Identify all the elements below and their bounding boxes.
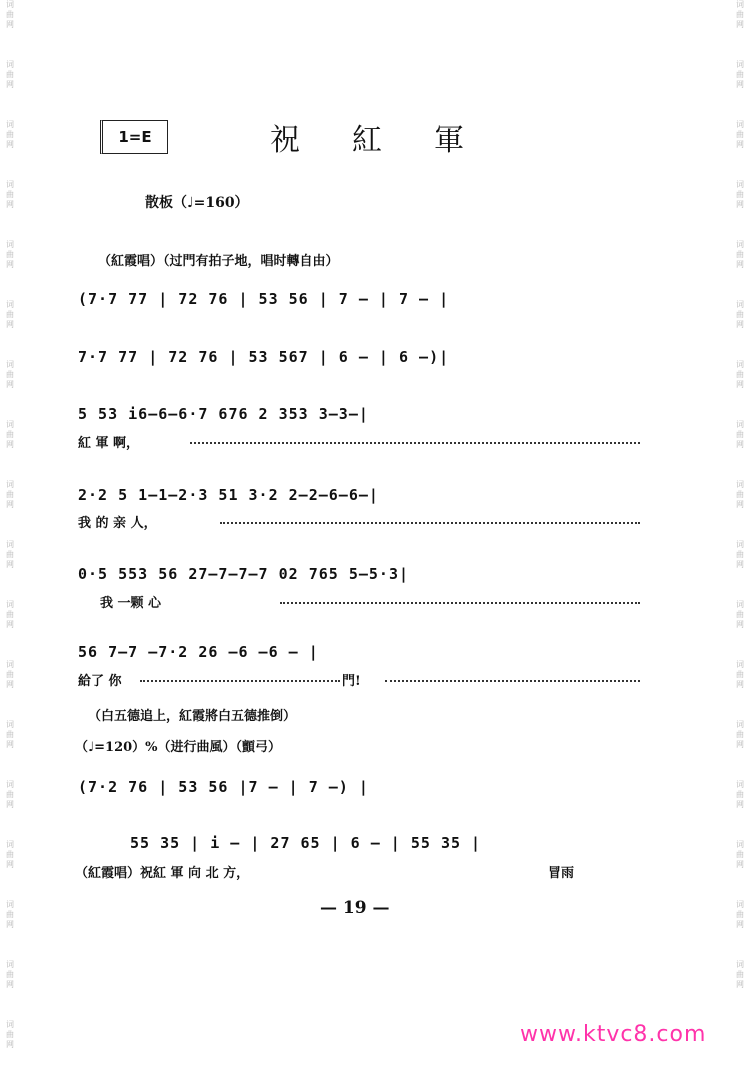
score-line: 7·7 77 | 72 76 | 53 567 | 6 — | 6 —)| [78,348,450,366]
watermark-text: 词 曲 网 [736,900,744,929]
watermark-text: 词 曲 网 [6,420,14,449]
watermark-text: 词 曲 网 [736,540,744,569]
lyric-extension [140,680,340,682]
watermark-text: 词 曲 网 [6,660,14,689]
stage-direction: （紅霞唱）（过門有拍子地，唱时轉自由） [98,254,339,269]
watermark-text: 词 曲 网 [6,780,14,809]
watermark-text: 词 曲 网 [736,660,744,689]
score-line: 0·5 553 56 27—7—7—7 02 765 5—5·3| [78,565,410,583]
watermark-text: 词 曲 网 [6,900,14,929]
watermark-text: 词 曲 网 [6,540,14,569]
page-number: — 19 — [320,898,390,918]
watermark-text: 词 曲 网 [6,1020,14,1049]
watermark-text: 词 曲 网 [736,420,744,449]
watermark-text: 词 曲 网 [6,360,14,389]
score-line: 5 53 i6—6—6·7 676 2 353 3—3—| [78,405,369,423]
watermark-text: 词 曲 网 [736,480,744,509]
watermark-text: 词 曲 网 [736,180,744,209]
watermark-text: 词 曲 网 [6,960,14,989]
watermark-text: 词 曲 网 [6,720,14,749]
watermark-text: 词 曲 网 [736,720,744,749]
score-line: 55 35 | i — | 27 65 | 6 — | 55 35 | [130,834,482,852]
lyric-line: 紅 軍 啊， [78,436,140,451]
score-line: 2·2 5 1—1—2·3 51 3·2 2—2—6—6—| [78,486,379,504]
watermark-text: 词 曲 网 [6,300,14,329]
lyric-line-end: 冒雨 [548,866,575,881]
lyric-line: 給了 你 [78,674,122,689]
watermark-text: 词 曲 网 [736,840,744,869]
stage-direction: （白五德追上，紅霞將白五德推倒） [88,709,297,724]
lyric-extension [220,522,640,524]
watermark-right [732,0,748,1071]
watermark-text: 词 曲 网 [6,120,14,149]
page-title: 祝紅軍 [270,123,516,158]
site-watermark[interactable]: www.ktvc8.com [520,1022,707,1047]
watermark-text: 词 曲 网 [736,960,744,989]
lyric-line: 我 一颗 心 [100,596,162,611]
watermark-text: 词 曲 网 [736,300,744,329]
score-line: 56 7—7 —7·2 26 —6 —6 — | [78,643,319,661]
watermark-text: 词 曲 网 [736,780,744,809]
watermark-text: 词 曲 网 [736,360,744,389]
watermark-text: 词 曲 网 [736,60,744,89]
watermark-text: 词 曲 网 [6,180,14,209]
lyric-line: （紅霞唱）祝紅 軍 向 北 方， [75,866,250,881]
score-line: (7·7 77 | 72 76 | 53 56 | 7 — | 7 — | [78,290,450,308]
tempo-marking: （♩=120）%（进行曲風）（顫弓） [75,740,282,755]
watermark-text: 词 曲 网 [6,600,14,629]
score-line: (7·2 76 | 53 56 |7 — | 7 —) | [78,778,369,796]
watermark-text: 词 曲 网 [6,840,14,869]
watermark-left [2,0,18,1071]
lyric-extension [385,680,640,682]
watermark-text: 词 曲 网 [6,480,14,509]
lyric-line-end: 門! [342,674,361,689]
watermark-text: 词 曲 网 [736,600,744,629]
watermark-text: 词 曲 网 [736,240,744,269]
lyric-extension [280,602,640,604]
watermark-text: 词 曲 网 [736,0,744,29]
tempo-marking: 散板（♩=160） [145,195,249,211]
watermark-text: 词 曲 网 [6,240,14,269]
watermark-text: 词 曲 网 [6,60,14,89]
lyric-line: 我 的 亲 人， [78,516,157,531]
watermark-text: 词 曲 网 [6,0,14,29]
watermark-text: 词 曲 网 [736,120,744,149]
lyric-extension [190,442,640,444]
key-signature: 1=E [100,120,168,154]
